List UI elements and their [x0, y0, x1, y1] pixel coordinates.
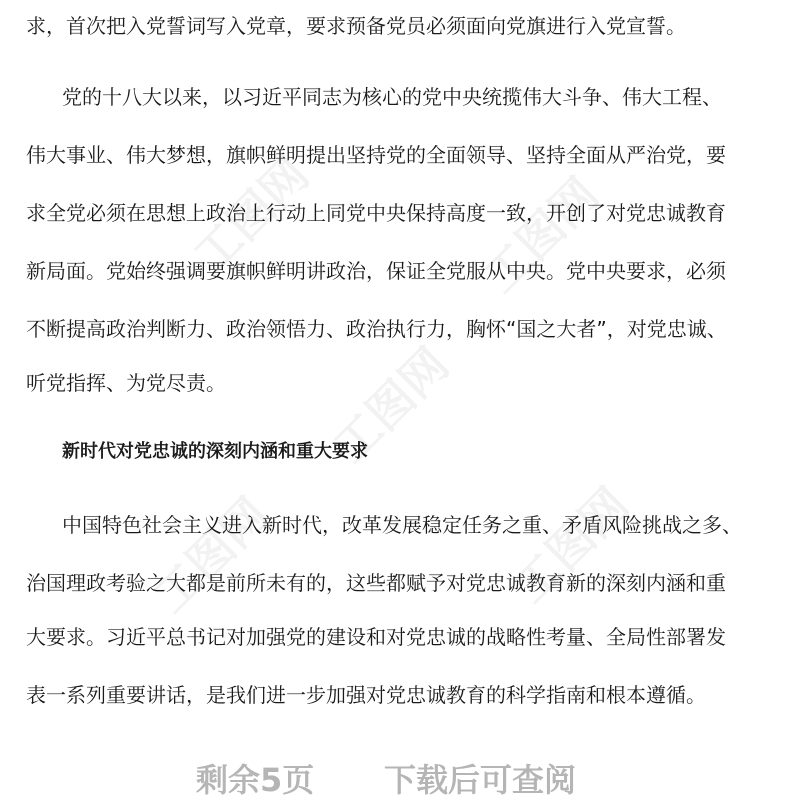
watermark: 工图网: [323, 337, 460, 474]
paragraph-2-line-3: 求全党必须在思想上政治上行动上同党中央保持高度一致，开创了对党忠诚教育: [26, 201, 726, 225]
paragraph-3-line-1: 中国特色社会主义进入新时代，改革发展稳定任务之重、矛盾风险挑战之多、: [62, 513, 742, 537]
watermark: 工图网: [503, 477, 640, 614]
section-heading: 新时代对党忠诚的深刻内涵和重大要求: [62, 441, 368, 462]
paragraph-2-line-5: 不断提高政治判断力、政治领悟力、政治执行力，胸怀“国之大者”，对党忠诚、: [26, 317, 727, 341]
paragraph-2-line-6: 听党指挥、为党尽责。: [26, 371, 226, 395]
remaining-pages-label[interactable]: 剩余5页: [196, 761, 315, 799]
paragraph-2-line-4: 新局面。党始终强调要旗帜鲜明讲政治，保证全党服从中央。党中央要求，必须: [26, 259, 726, 283]
paragraph-3-line-3: 大要求。习近平总书记对加强党的建设和对党忠诚的战略性考量、全局性部署发: [26, 625, 726, 649]
paragraph-3-line-4: 表一系列重要讲话，是我们进一步加强对党忠诚教育的科学指南和根本遵循。: [26, 683, 706, 707]
watermark: 工图网: [183, 147, 320, 284]
paragraph-3-line-2: 治国理政考验之大都是前所未有的，这些都赋予对党忠诚教育新的深刻内涵和重: [26, 571, 726, 595]
download-to-view-label[interactable]: 下载后可查阅: [384, 761, 577, 799]
paragraph-1-line-1: 求，首次把入党誓词写入党章，要求预备党员必须面向党旗进行入党宣誓。: [26, 14, 686, 38]
paragraph-2-line-2: 伟大事业、伟大梦想，旗帜鲜明提出坚持党的全面领导、坚持全面从严治党，要: [26, 143, 726, 167]
watermark: 工图网: [143, 487, 280, 624]
watermark: 工图网: [473, 167, 610, 304]
paragraph-2-line-1: 党的十八大以来，以习近平同志为核心的党中央统揽伟大斗争、伟大工程、: [62, 85, 722, 109]
